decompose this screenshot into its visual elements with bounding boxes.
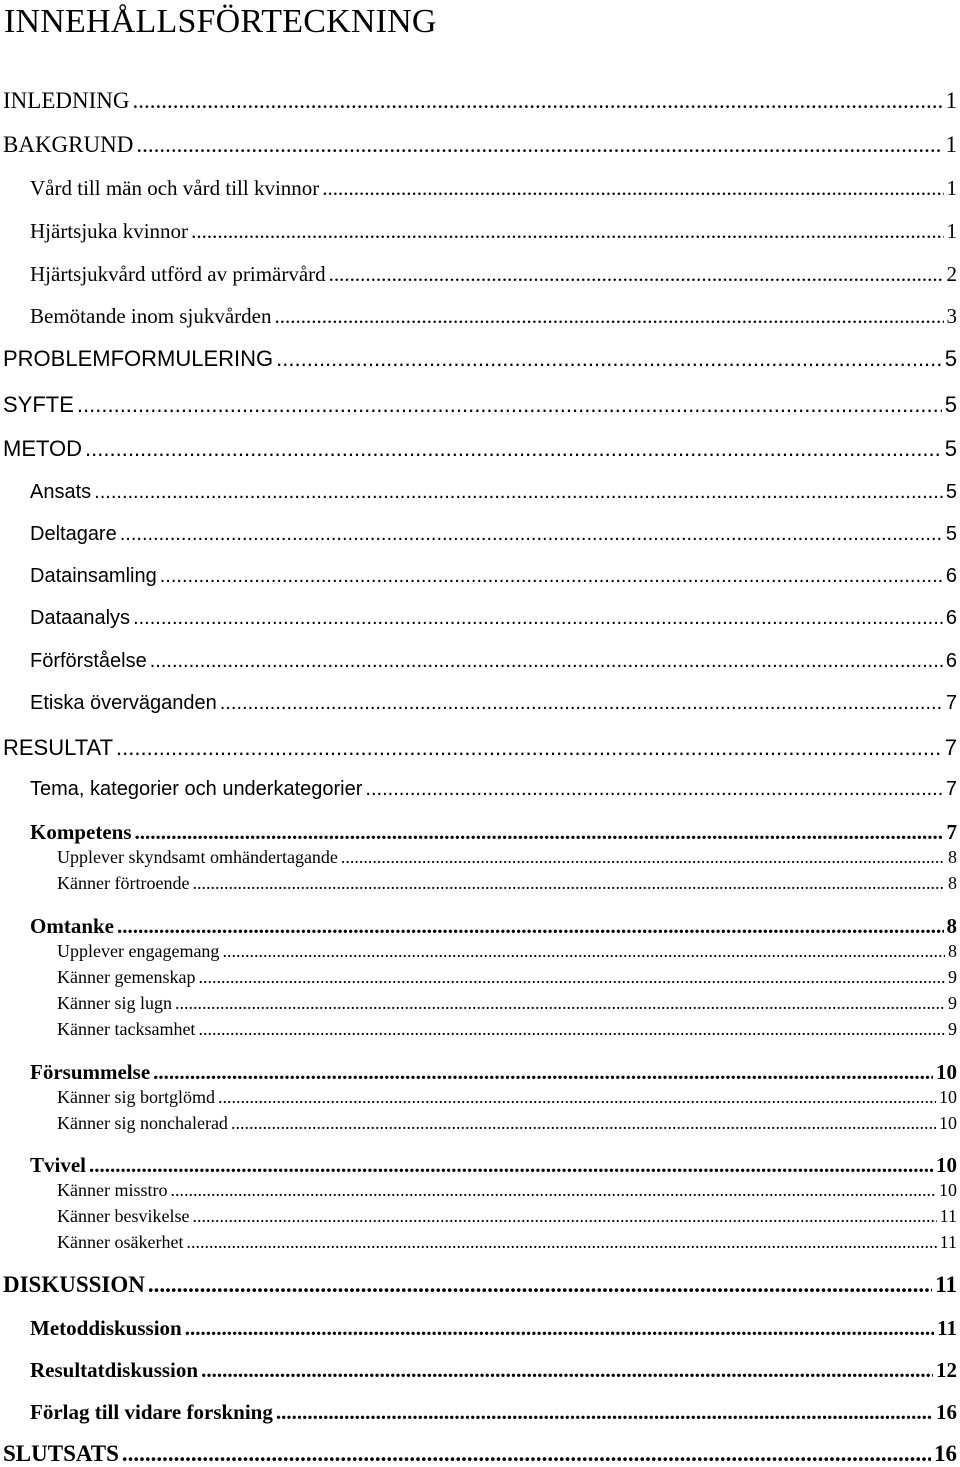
toc-entry-page: 11 [935,1272,957,1297]
toc-entry-metod[interactable] [3,436,957,462]
toc-entry-label: Bemötande inom sjukvården [30,304,272,328]
toc-entry-forforstaelse[interactable] [30,650,957,673]
toc-entry-page: 3 [946,304,957,328]
toc-entry-label: SYFTE [3,392,74,417]
toc-entry-label: Försummelse [30,1060,151,1084]
toc-entry-misstro[interactable] [57,1180,957,1201]
toc-entry-label: Känner tacksamhet [57,1019,196,1039]
toc-entry-page: 5 [944,436,957,461]
toc-entry-label: Känner förtroende [57,873,190,893]
toc-entry-label: Känner besvikelse [57,1206,190,1226]
toc-entry-forlag[interactable] [30,1400,957,1425]
toc-entry-page: 7 [946,820,957,844]
toc-entry-syfte[interactable] [3,392,957,418]
toc-entry-dataanalys[interactable] [30,607,957,630]
toc-entry-page: 11 [939,1232,957,1252]
toc-entry-tema[interactable] [30,778,957,801]
toc-entry-label: Resultatdiskussion [30,1358,199,1382]
toc-entry-metoddiskussion[interactable] [30,1316,957,1341]
toc-entry-page: 5 [944,392,957,417]
toc-entry-label: Datainsamling [30,565,157,587]
toc-entry-besvikelse[interactable] [57,1206,957,1227]
toc-entry-page: 12 [936,1358,957,1382]
toc-entry-tvivel[interactable] [30,1153,957,1178]
toc-entry-inledning[interactable] [3,88,957,114]
page-title: INNEHÅLLSFÖRTECKNING [4,3,437,40]
toc-entry-label: RESULTAT [3,735,114,760]
toc-entry-label: BAKGRUND [3,132,134,157]
toc-entry-page: 10 [939,1113,957,1133]
toc-entry-page: 9 [948,993,957,1013]
toc-entry-page: 5 [945,481,957,503]
toc-entry-label: Känner sig bortglömd [57,1087,215,1107]
toc-entry-engagemang[interactable] [57,941,957,962]
toc-entry-slutsats[interactable] [3,1441,957,1467]
toc-entry-label: Hjärtsjukvård utförd av primärvård [30,262,326,286]
toc-entry-label: SLUTSATS [3,1441,119,1466]
toc-entry-page: 1 [945,88,957,113]
toc-entry-label: Deltagare [30,523,117,545]
toc-entry-page: 7 [945,692,957,714]
toc-entry-label: Dataanalys [30,607,131,629]
toc-entry-gemenskap[interactable] [57,967,957,988]
toc-entry-page: 1 [945,132,957,157]
toc-entry-bakgrund[interactable] [3,132,957,158]
toc-entry-page: 1 [946,219,957,243]
toc-entry-label: Hjärtsjuka kvinnor [30,219,189,243]
toc-entry-label: METOD [3,436,83,461]
toc-entry-page: 10 [939,1180,957,1200]
toc-entry-page: 11 [937,1316,957,1340]
toc-entry-page: 10 [936,1060,957,1084]
toc-entry-page: 1 [946,176,957,200]
toc-entry-label: Känner gemenskap [57,967,196,987]
toc-entry-label: Upplever engagemang [57,941,220,961]
toc-entry-label: Känner sig nonchalerad [57,1113,228,1133]
toc-entry-skyndsamt[interactable] [57,847,957,868]
toc-entry-nonchalerad[interactable] [57,1113,957,1134]
toc-entry-label: Ansats [30,481,92,503]
toc-entry-label: Upplever skyndsamt omhändertagande [57,847,338,867]
toc-entry-etiska[interactable] [30,692,957,715]
toc-entry-label: INLEDNING [3,88,130,113]
toc-entry-label: PROBLEMFORMULERING [3,346,274,371]
toc-entry-page: 8 [946,914,957,938]
toc-entry-hjartsjukvard[interactable] [30,262,957,287]
toc-entry-page: 10 [936,1153,957,1177]
toc-entry-page: 6 [945,607,957,629]
toc-entry-problemformulering[interactable] [3,346,957,372]
toc-entry-page: 8 [948,847,957,867]
toc-entry-label: Vård till män och vård till kvinnor [30,176,320,200]
toc-entry-page: 6 [945,650,957,672]
toc-entry-omtanke[interactable] [30,914,957,939]
toc-entry-bemotande[interactable] [30,304,957,329]
toc-entry-tacksamhet[interactable] [57,1019,957,1040]
toc-entry-page: 16 [934,1441,957,1466]
toc-entry-page: 2 [946,262,957,286]
toc-entry-label: Känner osäkerhet [57,1232,184,1252]
toc-entry-hjartsjuka-kvinnor[interactable] [30,219,957,244]
toc-entry-page: 11 [939,1206,957,1226]
toc-entry-label: Förlag till vidare forskning [30,1400,273,1424]
toc-entry-label: Omtanke [30,914,114,938]
toc-entry-ansats[interactable] [30,481,957,504]
toc-entry-label: Etiska överväganden [30,692,217,714]
toc-entry-datainsamling[interactable] [30,565,957,588]
toc-entry-lugn[interactable] [57,993,957,1014]
toc-entry-osakerhet[interactable] [57,1232,957,1253]
toc-entry-label: Tema, kategorier och underkategorier [30,778,363,800]
toc-entry-kompetens[interactable] [30,820,957,845]
toc-entry-label: Kompetens [30,820,132,844]
toc-entry-label: Tvivel [30,1153,86,1177]
toc-entry-page: 5 [944,346,957,371]
toc-entry-label: DISKUSSION [3,1272,145,1297]
toc-entry-resultat[interactable] [3,735,957,761]
toc-entry-label: Förförståelse [30,650,147,672]
toc-entry-page: 5 [945,523,957,545]
toc-entry-page: 7 [944,735,957,760]
toc-entry-page: 16 [936,1400,957,1424]
toc-entry-label: Metoddiskussion [30,1316,182,1340]
toc-entry-page: 6 [945,565,957,587]
toc-entry-label: Känner sig lugn [57,993,172,1013]
toc-entry-page: 8 [948,873,957,893]
toc-entry-diskussion[interactable] [3,1272,957,1298]
toc-entry-resultatdiskussion[interactable] [30,1358,957,1383]
toc-entry-deltagare[interactable] [30,523,957,546]
toc-entry-forsummelse[interactable] [30,1060,957,1085]
toc-entry-page: 9 [948,967,957,987]
toc-entry-page: 8 [948,941,957,961]
toc-entry-bortglomd[interactable] [57,1087,957,1108]
toc-entry-label: Känner misstro [57,1180,168,1200]
toc-entry-page: 9 [948,1019,957,1039]
toc-entry-page: 10 [939,1087,957,1107]
toc-entry-page: 7 [945,778,957,800]
toc-entry-fortroende[interactable] [57,873,957,894]
toc-entry-vard-till-man[interactable] [30,176,957,201]
